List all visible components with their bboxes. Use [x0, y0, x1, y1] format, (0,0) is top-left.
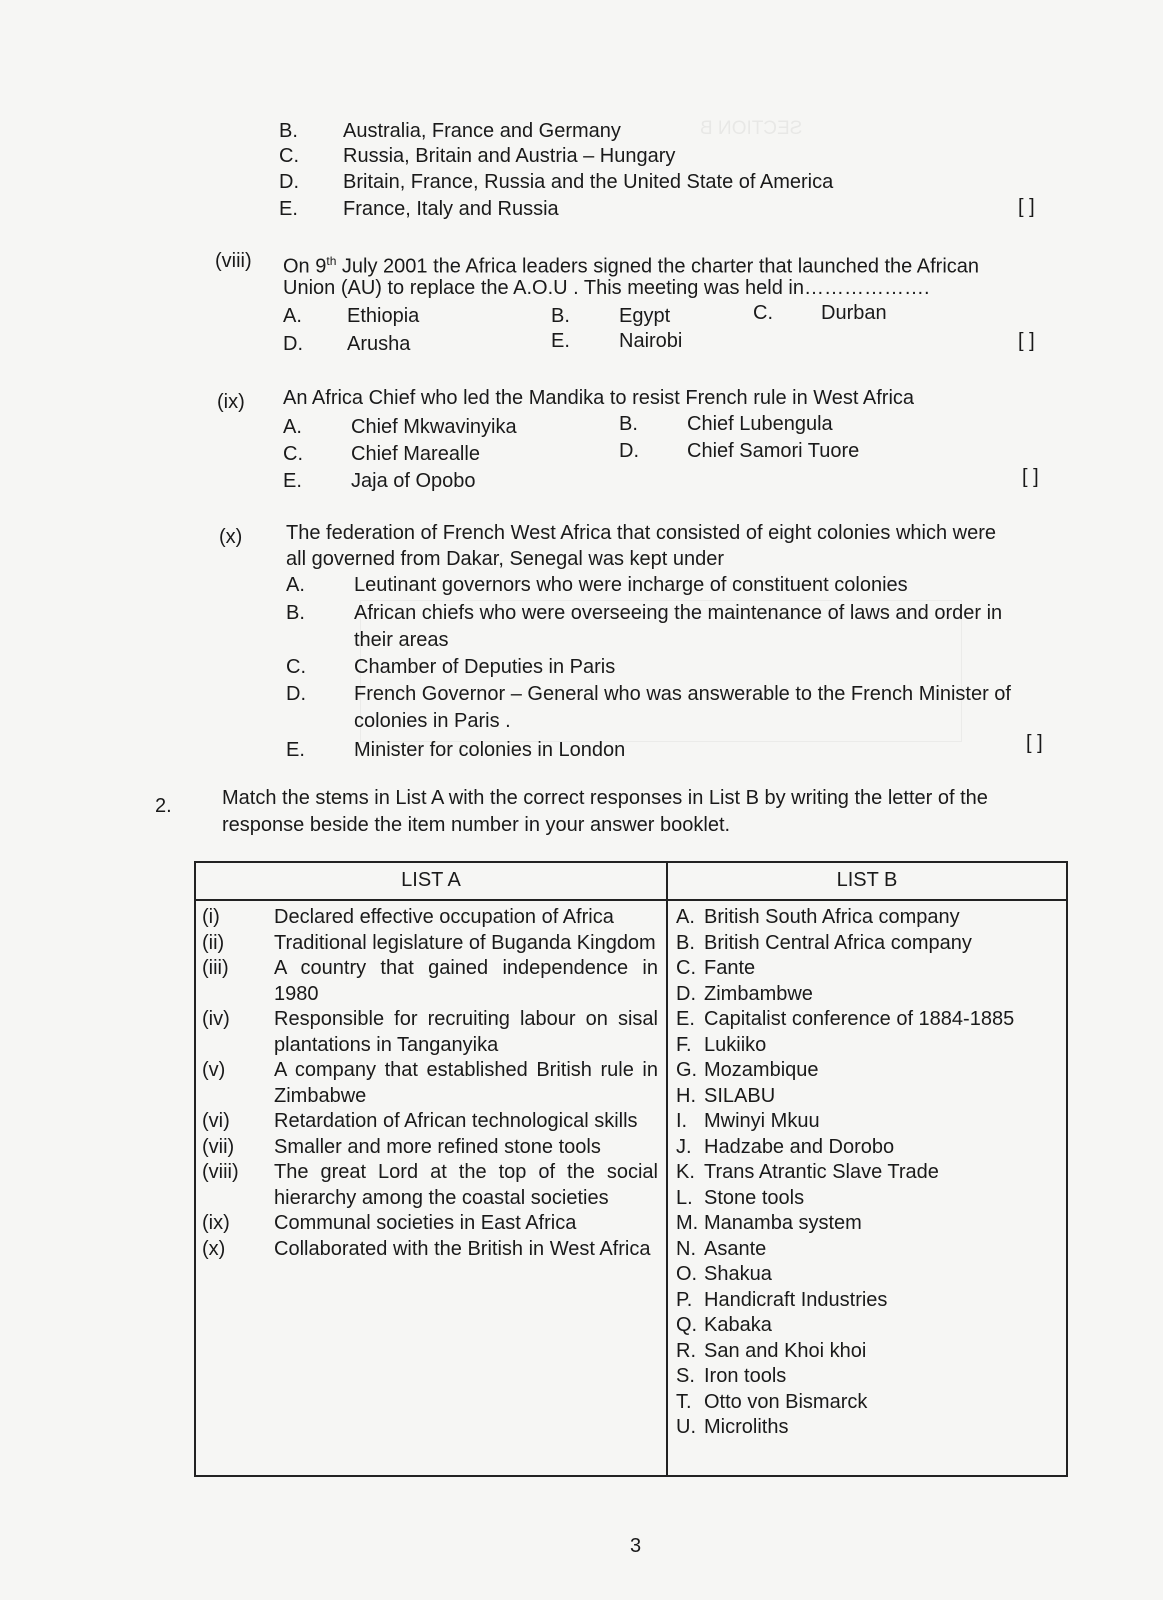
list-b-text: Shakua	[704, 1263, 772, 1285]
list-a-item-number: (iii)	[202, 957, 229, 979]
list-b-text: Iron tools	[704, 1365, 787, 1387]
q2-number: 2.	[155, 795, 172, 817]
list-b-text: Manamba system	[704, 1212, 862, 1234]
x-option-b: B. African chiefs who were overseeing the maintenance of laws and order in	[286, 602, 1003, 624]
viii-stem-line1: On 9th July 2001 the Africa leaders signed the charter that launched the African	[283, 254, 980, 278]
list-b-text: British Central Africa company	[704, 931, 972, 954]
list-a-item	[196, 1058, 666, 1109]
list-b-letter: G.	[676, 1059, 698, 1081]
list-b-letter: K.	[676, 1161, 695, 1183]
list-b-letter: Q.	[676, 1314, 698, 1336]
list-b-letter: P.	[676, 1288, 693, 1311]
list-a-item-text: Declared effective occupation of Africa	[274, 906, 614, 928]
list-b-item	[668, 1415, 1066, 1441]
list-b-text: British South Africa company	[704, 906, 960, 928]
x-answer-bracket: [ ]	[1026, 732, 1043, 754]
list-b-text: Handicraft Industries	[704, 1288, 888, 1311]
ix-option-e: E. Jaja of Opobo	[283, 470, 476, 492]
q2-instruction-line2: response beside the item number in your answer booklet.	[222, 814, 731, 836]
list-a-item	[196, 1237, 666, 1263]
list-a-item-number: (iv)	[202, 1008, 230, 1030]
vii-option-d: D. Britain, France, Russia and the United State of America	[279, 171, 834, 193]
list-b-text: SILABU	[704, 1084, 776, 1107]
list-b-text: Trans Atrantic Slave Trade	[704, 1161, 939, 1183]
list-b-text: Fante	[704, 957, 756, 979]
list-a-item-number: (ix)	[202, 1212, 230, 1234]
list-b-text: Microliths	[704, 1416, 789, 1438]
list-b-text: Capitalist conference of 1884-1885	[704, 1008, 1015, 1030]
list-a-item	[196, 905, 666, 931]
ix-answer-bracket: [ ]	[1022, 466, 1039, 488]
viii-stem-line2: Union (AU) to replace the A.O.U . This meeting was held in……………….	[283, 277, 930, 299]
list-b-letter: L.	[676, 1186, 693, 1209]
list-a-item-text: A country that gained independence in 1980	[274, 957, 658, 1005]
x-option-c: C. Chamber of Deputies in Paris	[286, 656, 616, 678]
list-b-text: Otto von Bismarck	[704, 1390, 868, 1413]
ix-option-a: A. Chief Mkwavinyika	[283, 416, 517, 438]
vii-option-b: B. Australia, France and Germany	[279, 120, 621, 142]
viii-option-d: D. Arusha	[283, 333, 411, 355]
list-a-column	[195, 900, 667, 1476]
list-a-item-text: A company that established British rule in Zimbabwe	[274, 1059, 658, 1107]
viii-option-e: E. Nairobi	[551, 330, 683, 352]
list-a-item-number: (viii)	[202, 1161, 239, 1183]
list-a-item-number: (v)	[202, 1059, 226, 1081]
list-b-item	[668, 1109, 1066, 1135]
list-a-item-text: Collaborated with the British in West Africa	[274, 1237, 651, 1260]
list-a-header: LIST A	[195, 862, 667, 900]
list-b-letter: N.	[676, 1237, 696, 1260]
list-b-letter: C.	[676, 957, 696, 979]
vii-option-e: E. France, Italy and Russia	[279, 198, 559, 220]
list-b-item	[668, 1058, 1066, 1084]
list-b-item	[668, 1262, 1066, 1288]
list-b-item	[668, 931, 1066, 957]
list-a-item	[196, 1160, 666, 1211]
viii-option-a: A. Ethiopia	[283, 305, 420, 327]
list-b-letter: S.	[676, 1365, 695, 1387]
q2-instruction-line1: Match the stems in List A with the correct responses in List B by writing the letter of the	[222, 787, 988, 809]
list-b-text: Lukiiko	[704, 1033, 767, 1056]
list-a-item-text: Retardation of African technological skills	[274, 1110, 638, 1132]
list-b-text: Asante	[704, 1237, 767, 1260]
list-b-text: Kabaka	[704, 1314, 772, 1336]
x-stem-line2: all governed from Dakar, Senegal was kept under	[286, 548, 725, 570]
page-number: 3	[630, 1535, 642, 1557]
list-a-item	[196, 931, 666, 957]
list-b-item	[668, 1160, 1066, 1186]
x-number: (x)	[219, 526, 243, 548]
list-a-item-text: Traditional legislature of Buganda Kingdom	[274, 931, 656, 954]
list-b-text: San and Khoi khoi	[704, 1339, 867, 1362]
list-a-item	[196, 956, 666, 1007]
viii-answer-bracket: [ ]	[1018, 330, 1035, 352]
list-b-item	[668, 1033, 1066, 1059]
list-b-letter: D.	[676, 982, 696, 1005]
list-a-item-text: Communal societies in East Africa	[274, 1212, 577, 1234]
list-a-item-number: (i)	[202, 906, 220, 928]
list-b-letter: U.	[676, 1416, 696, 1438]
x-option-e: E. Minister for colonies in London	[286, 739, 626, 761]
list-b-letter: J.	[676, 1135, 692, 1158]
list-a-item-text: Smaller and more refined stone tools	[274, 1135, 601, 1158]
list-b-item	[668, 1313, 1066, 1339]
list-b-letter: E.	[676, 1008, 695, 1030]
ix-option-b: B. Chief Lubengula	[619, 413, 833, 435]
list-a-item-number: (vi)	[202, 1110, 230, 1132]
viii-number: (viii)	[215, 250, 252, 272]
list-b-text: Hadzabe and Dorobo	[704, 1135, 895, 1158]
vii-answer-bracket: [ ]	[1018, 196, 1035, 218]
list-b-item	[668, 1339, 1066, 1365]
list-b-letter: R.	[676, 1339, 696, 1362]
list-b-item	[668, 1288, 1066, 1314]
list-b-letter: I.	[676, 1110, 688, 1132]
list-b-item	[668, 956, 1066, 982]
list-a-item	[196, 1135, 666, 1161]
list-b-column	[667, 900, 1067, 1476]
list-b-item	[668, 1237, 1066, 1263]
viii-option-c: C. Durban	[753, 302, 887, 324]
list-b-text: Mwinyi Mkuu	[704, 1110, 820, 1132]
list-a-item	[196, 1109, 666, 1135]
list-b-item	[668, 1364, 1066, 1390]
list-b-letter: F.	[676, 1033, 692, 1056]
viii-option-b: B. Egypt	[551, 305, 671, 327]
list-a-item-text: The great Lord at the top of the social hierarchy among the coastal societies	[274, 1161, 658, 1209]
list-b-item	[668, 982, 1066, 1008]
list-b-item	[668, 1007, 1066, 1033]
list-b-item	[668, 1135, 1066, 1161]
list-b-letter: O.	[676, 1263, 698, 1285]
matching-table	[194, 861, 1068, 1477]
ix-option-c: C. Chief Marealle	[283, 443, 480, 465]
list-b-item	[668, 1390, 1066, 1416]
list-b-header: LIST B	[667, 862, 1067, 900]
list-b-text: Stone tools	[704, 1186, 805, 1209]
ix-number: (ix)	[217, 391, 245, 413]
list-b-letter: T.	[676, 1390, 692, 1413]
x-option-d: D. French Governor – General who was answerable to the French Minister of	[286, 683, 1011, 705]
list-b-item	[668, 1186, 1066, 1212]
list-a-item-number: (x)	[202, 1237, 226, 1260]
vii-option-c: C. Russia, Britain and Austria – Hungary	[279, 145, 676, 167]
list-b-text: Zimbambwe	[704, 982, 813, 1005]
list-b-letter: A.	[676, 906, 695, 928]
ix-option-d: D. Chief Samori Tuore	[619, 440, 860, 462]
list-b-letter: H.	[676, 1084, 696, 1107]
list-b-text: Mozambique	[704, 1059, 819, 1081]
list-b-item	[668, 905, 1066, 931]
list-b-item	[668, 1211, 1066, 1237]
list-a-item-number: (ii)	[202, 931, 225, 954]
list-b-item	[668, 1084, 1066, 1110]
list-b-letter: M.	[676, 1212, 699, 1234]
x-stem-line1: The federation of French West Africa that consisted of eight colonies which were	[286, 522, 996, 544]
x-option-d-cont: colonies in Paris .	[354, 710, 511, 732]
list-a-item	[196, 1007, 666, 1058]
list-a-item	[196, 1211, 666, 1237]
x-option-b-cont: their areas	[354, 629, 449, 651]
list-a-item-number: (vii)	[202, 1135, 235, 1158]
x-option-a: A. Leutinant governors who were incharge of constituent colonies	[286, 574, 908, 596]
list-b-letter: B.	[676, 931, 695, 954]
ix-stem: An Africa Chief who led the Mandika to resist French rule in West Africa	[283, 387, 915, 409]
bleed-through-text: SECTION B	[700, 118, 803, 139]
list-a-item-text: Responsible for recruiting labour on sisal plantations in Tanganyika	[274, 1008, 658, 1056]
